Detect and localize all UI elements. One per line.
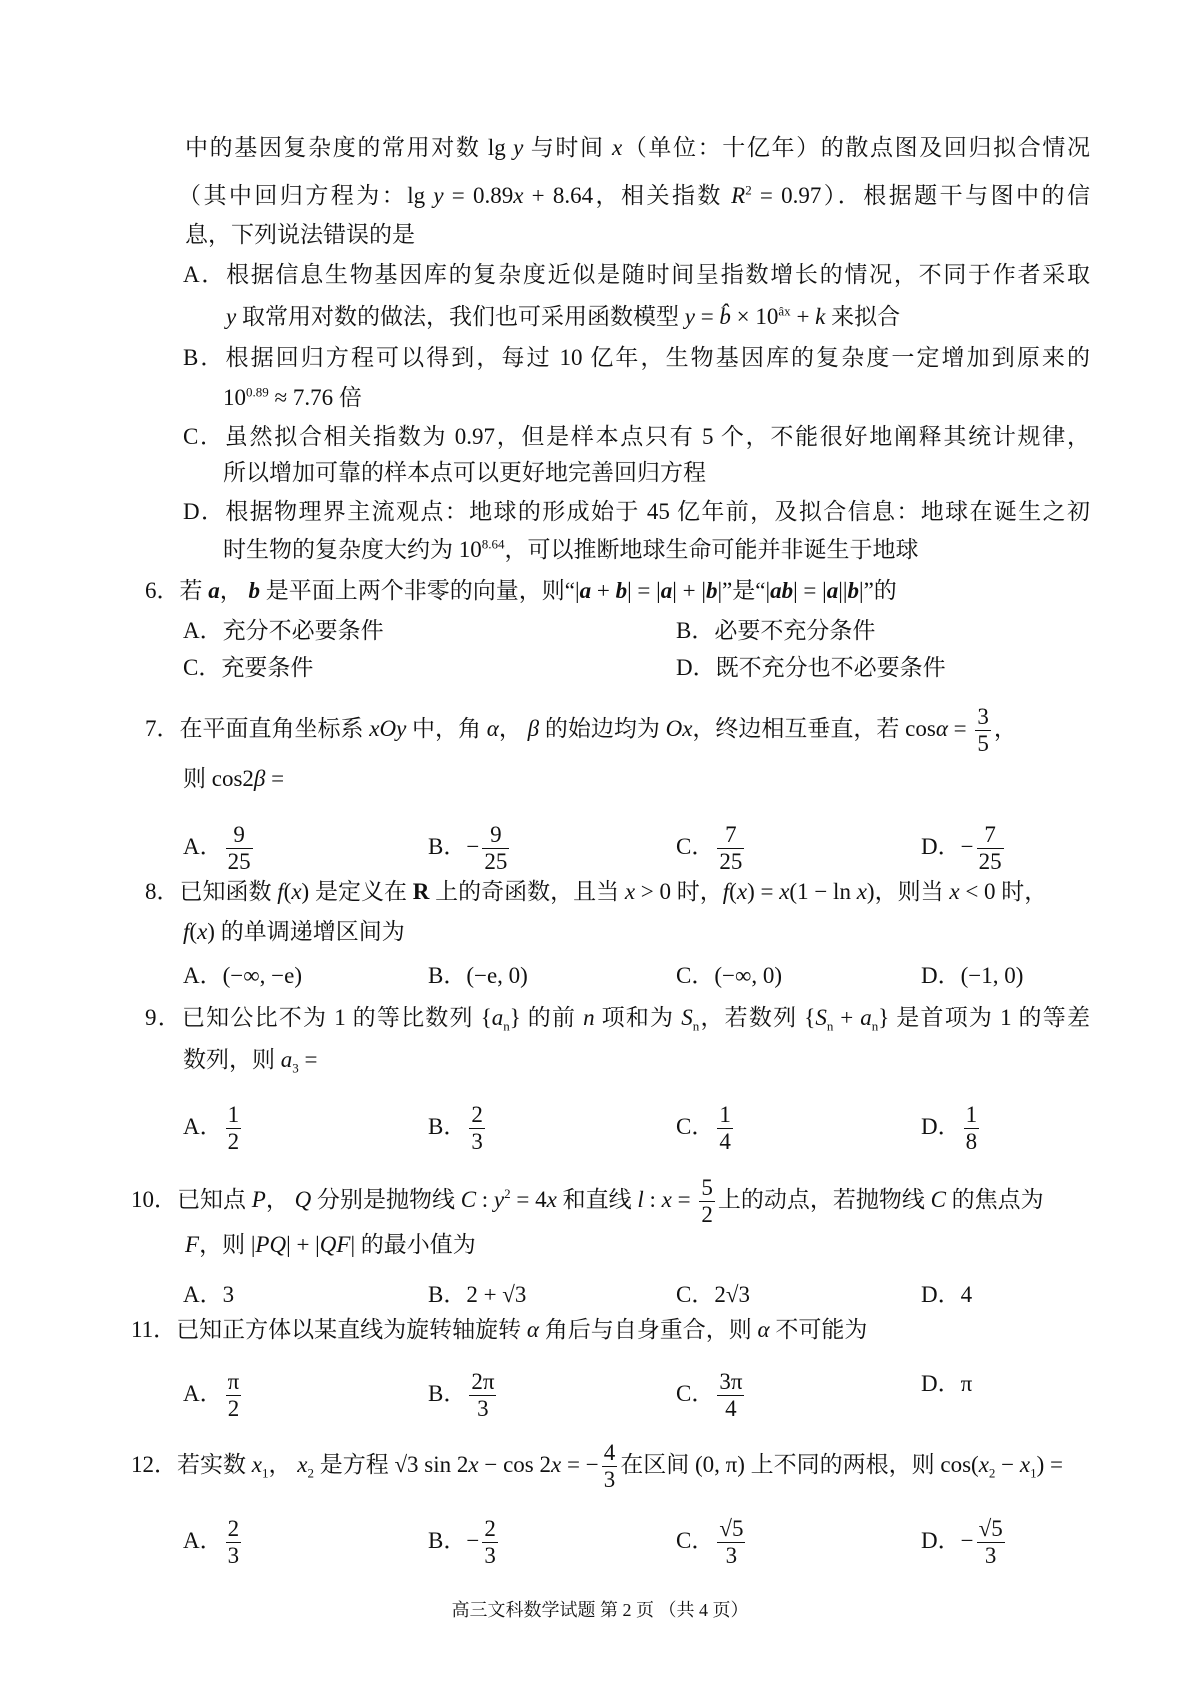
q11-option-a <box>183 1369 244 1422</box>
math-variable: β <box>253 766 266 791</box>
text-segment: B．2 + √3 <box>428 1282 527 1307</box>
fraction-denominator: 25 <box>719 849 743 874</box>
text-segment: ( <box>283 879 292 904</box>
text-segment: : <box>476 1186 494 1212</box>
fraction-denominator: 4 <box>719 1129 731 1154</box>
q8-option-d <box>921 961 1023 991</box>
text-segment: A．充分不必要条件 <box>183 618 384 643</box>
text-segment: B．(−e, 0) <box>428 963 528 988</box>
q11-option-d <box>921 1369 972 1399</box>
text-segment: 所以增加可靠的样本点可以更好地完善回归方程 <box>223 460 706 485</box>
q7-stem <box>145 704 1017 757</box>
text-segment: 息，下列说法错误的是 <box>185 222 415 247</box>
q5-stem-line-3 <box>185 220 415 250</box>
math-subscript: 3 <box>292 1060 299 1076</box>
text-segment: 在区间 (0, π) 上不同的两根，则 cos( <box>620 1451 979 1477</box>
fraction-numerator: √5 <box>719 1516 744 1541</box>
text-segment: > 0 时， <box>635 879 723 904</box>
math-fraction <box>975 704 991 757</box>
q10-option-d <box>921 1280 972 1310</box>
math-variable: x <box>297 1451 308 1477</box>
math-variable: y <box>493 1186 505 1212</box>
math-variable: α <box>486 715 499 741</box>
fraction-denominator: 3 <box>984 1543 997 1568</box>
text-segment: = <box>671 1186 697 1212</box>
math-vector: ab <box>770 578 794 603</box>
math-variable: x <box>291 879 302 904</box>
fraction-numerator: √5 <box>978 1516 1003 1541</box>
q11-option-b <box>428 1369 499 1422</box>
text-segment: C．(−∞, 0) <box>676 963 783 988</box>
math-vector: a <box>208 578 220 603</box>
math-variable: α <box>526 1317 539 1342</box>
text-segment: |”是“| <box>717 578 771 603</box>
math-subscript: 1 <box>261 1465 269 1481</box>
text-segment: C． <box>676 1380 715 1406</box>
math-variable: f <box>183 919 190 944</box>
q8-stem-cont <box>183 917 405 947</box>
math-superscript: âx <box>778 303 791 319</box>
text-segment: − <box>995 1451 1020 1477</box>
text-segment: D．根据物理界主流观点：地球的形成始于 45 亿年前，及拟合信息：地球在诞生之初 <box>183 499 1090 524</box>
math-variable: f <box>277 879 284 904</box>
page-footer: 高三文科数学试题 第 2 页 （共 4 页） <box>451 1600 749 1620</box>
fraction-denominator: 2 <box>227 1396 240 1421</box>
text-segment: ， <box>498 715 528 741</box>
fraction-denominator: 3 <box>471 1129 483 1154</box>
text-segment: | 的最小值为 <box>350 1232 476 1257</box>
text-segment: C． <box>676 1527 715 1553</box>
text-segment: ) 是定义在 <box>301 879 413 904</box>
text-segment: 和直线 <box>556 1186 638 1212</box>
q5-option-b-cont <box>223 383 362 413</box>
text-segment: 9．已知公比不为 1 的等比数列 { <box>145 1005 492 1030</box>
fraction-denominator: 25 <box>484 849 508 874</box>
q11-stem <box>131 1315 867 1345</box>
q6-stem <box>145 576 897 606</box>
math-variable: x <box>856 879 867 904</box>
math-variable: y <box>513 135 524 160</box>
math-variable: xOy <box>369 715 407 741</box>
text-segment: 10 <box>223 385 246 410</box>
math-subscript: n <box>503 1018 510 1034</box>
fraction-denominator: 3 <box>603 1467 616 1492</box>
q8-stem <box>145 877 1047 907</box>
text-segment: A． <box>183 1527 223 1553</box>
text-segment: } 的前 <box>509 1005 584 1030</box>
q6-option-b <box>676 616 875 646</box>
math-variable: C <box>930 1186 946 1212</box>
text-segment: ) 的单调递增区间为 <box>207 919 405 944</box>
text-segment: ) = <box>747 879 780 904</box>
math-variable: a <box>860 1005 872 1030</box>
q7-option-c <box>676 822 747 875</box>
fraction-numerator: 3 <box>977 704 989 729</box>
text-segment: 分别是抛物线 <box>311 1186 461 1212</box>
math-variable: x <box>546 1186 557 1212</box>
fraction-denominator: 3 <box>484 1543 496 1568</box>
text-segment: 上的动点，若抛物线 <box>717 1186 931 1212</box>
math-variable: x <box>251 1451 262 1477</box>
math-superscript: 0.89 <box>246 384 269 400</box>
text-segment: 12．若实数 <box>131 1451 252 1477</box>
math-vector: b <box>615 578 628 603</box>
math-variable: a <box>280 1047 293 1072</box>
math-variable: x <box>1019 1451 1031 1477</box>
fraction-numerator: 9 <box>482 822 509 849</box>
text-segment: | + | <box>286 1232 320 1257</box>
text-segment: (1 − ln <box>789 879 857 904</box>
math-fraction <box>699 1175 715 1228</box>
text-segment: 的始边均为 <box>539 715 666 741</box>
math-vector: b <box>705 578 718 603</box>
fraction-numerator: 7 <box>717 822 744 849</box>
math-variable: n <box>583 1005 595 1030</box>
text-segment: = 4 <box>510 1186 547 1212</box>
math-variable: β <box>527 715 540 741</box>
math-fraction <box>482 822 509 875</box>
math-set-symbol: R <box>412 879 430 904</box>
text-segment: （单位：十亿年）的散点图及回归拟合情况 <box>622 135 1091 160</box>
text-segment: 角后与自身重合，则 <box>538 1317 758 1342</box>
math-variable: P <box>251 1186 266 1212</box>
text-segment: 中，角 <box>406 715 487 741</box>
fraction-numerator: 2 <box>471 1102 483 1127</box>
text-segment: 7．在平面直角坐标系 <box>145 715 370 741</box>
text-segment: 上的奇函数，且当 <box>429 879 625 904</box>
text-segment: = <box>298 1047 318 1072</box>
math-variable: x <box>949 879 960 904</box>
fraction-numerator: 3π <box>719 1369 743 1394</box>
math-variable: x <box>551 1451 562 1477</box>
text-segment: 与时间 <box>523 135 612 160</box>
fraction-numerator: 4 <box>603 1440 616 1465</box>
q12-stem <box>131 1440 1063 1493</box>
text-segment: = <box>694 304 720 329</box>
q5-option-a-cont <box>226 302 900 332</box>
math-variable: y <box>433 183 444 208</box>
text-segment: D．4 <box>921 1282 973 1307</box>
text-segment: || <box>838 578 848 603</box>
math-variable: x <box>978 1451 989 1477</box>
q10-option-b <box>428 1280 526 1310</box>
math-subscript: n <box>692 1018 700 1034</box>
text-segment: + <box>591 578 616 603</box>
math-superscript: 2 <box>745 182 752 198</box>
math-fraction <box>977 822 1004 875</box>
text-segment: 是平面上两个非零的向量，则“| <box>260 578 580 603</box>
text-segment: 来拟合 <box>825 304 901 329</box>
fraction-denominator: 3 <box>725 1543 738 1568</box>
q9-stem <box>145 1003 1090 1033</box>
text-segment: C．虽然拟合相关指数为 0.97，但是样本点只有 5 个，不能很好地阐释其统计规律， <box>183 424 1090 449</box>
fraction-denominator: 2 <box>701 1202 713 1227</box>
q5-stem-line-2 <box>178 181 1090 211</box>
q10-stem-cont <box>185 1230 476 1260</box>
q9-option-d <box>921 1102 982 1155</box>
fraction-numerator: 2 <box>227 1516 240 1541</box>
q9-option-b <box>428 1102 488 1155</box>
math-vector: b <box>847 578 859 603</box>
math-vector: a <box>660 578 673 603</box>
math-variable: y <box>226 304 237 329</box>
q12-option-a <box>183 1516 244 1569</box>
math-subscript: 2 <box>988 1465 996 1481</box>
math-variable: y <box>684 304 695 329</box>
text-segment: + <box>833 1005 861 1030</box>
q7-stem-cont <box>183 764 284 794</box>
fraction-numerator: 9 <box>226 822 253 849</box>
math-variable: f <box>722 879 730 904</box>
fraction-denominator: 3 <box>227 1543 240 1568</box>
math-fraction <box>226 1369 242 1422</box>
math-variable: Ox <box>665 715 693 741</box>
q10-stem <box>131 1175 1044 1228</box>
math-fraction <box>717 1102 733 1155</box>
q6-option-c <box>183 653 313 683</box>
text-segment: B． <box>428 1113 467 1139</box>
text-segment: D．(−1, 0) <box>921 963 1024 988</box>
text-segment: B．必要不充分条件 <box>676 618 876 643</box>
text-segment: ( <box>189 919 198 944</box>
q10-option-c <box>676 1280 750 1310</box>
math-variable: C <box>460 1186 477 1212</box>
math-superscript: 2 <box>504 1186 511 1202</box>
q6-option-a <box>183 616 384 646</box>
q5-option-d <box>183 497 1090 527</box>
q11-option-c <box>676 1369 747 1422</box>
math-variable: α <box>935 715 948 741</box>
text-segment: B．− <box>428 833 480 859</box>
text-segment: 不可能为 <box>769 1317 868 1342</box>
fraction-numerator: 5 <box>701 1175 713 1200</box>
q5-stem-line-1 <box>185 133 1090 163</box>
q9-option-c <box>676 1102 736 1155</box>
text-segment: D．π <box>921 1371 973 1396</box>
text-segment: } 是首项为 1 的等差 <box>878 1005 1090 1030</box>
q12-option-c <box>676 1516 748 1569</box>
text-segment: D．− <box>921 1527 974 1553</box>
text-segment: × 10 <box>730 304 779 329</box>
text-segment: B．根据回归方程可以得到，每过 10 亿年，生物基因库的复杂度一定增加到原来的 <box>183 345 1090 370</box>
fraction-denominator: 3 <box>477 1396 489 1421</box>
q8-option-c <box>676 961 782 991</box>
q9-option-a <box>183 1102 244 1155</box>
text-segment: C． <box>676 1113 715 1139</box>
math-fraction <box>226 822 253 875</box>
text-segment: : <box>643 1186 662 1212</box>
math-variable: F <box>185 1232 200 1257</box>
q12-option-d <box>921 1516 1008 1569</box>
fraction-numerator: 1 <box>719 1102 731 1127</box>
math-variable: QF <box>319 1232 351 1257</box>
q5-option-c-cont <box>223 458 706 488</box>
text-segment: ，终边相互垂直，若 cos <box>692 715 936 741</box>
text-segment: 中的基因复杂度的常用对数 lg <box>185 135 514 160</box>
text-segment: ，则 | <box>199 1232 256 1257</box>
math-fraction <box>717 1369 744 1422</box>
math-fraction <box>964 1102 980 1155</box>
fraction-denominator: 4 <box>725 1396 737 1421</box>
text-segment: 取常用对数的做法，我们也可采用函数模型 <box>236 304 685 329</box>
math-vector: a <box>826 578 839 603</box>
math-subscript: n <box>871 1018 879 1034</box>
fraction-denominator: 25 <box>227 849 251 874</box>
math-variable: R <box>731 183 746 208</box>
text-segment: < 0 时， <box>959 879 1048 904</box>
fraction-denominator: 5 <box>977 731 989 756</box>
q7-option-b <box>428 822 512 875</box>
text-segment: C．充要条件 <box>183 655 314 680</box>
text-segment: 数列，则 <box>183 1047 281 1072</box>
math-fraction <box>482 1516 498 1569</box>
text-segment: A．根据信息生物基因库的复杂度近似是随时间呈指数增长的情况，不同于作者采取 <box>183 262 1090 287</box>
math-variable: PQ <box>255 1232 287 1257</box>
text-segment: 的焦点为 <box>945 1186 1044 1212</box>
math-variable: S <box>815 1005 827 1030</box>
math-variable: x <box>513 183 524 208</box>
math-variable: Q <box>294 1186 312 1212</box>
q5-option-a <box>183 260 1090 290</box>
text-segment: D．既不充分也不必要条件 <box>676 655 946 680</box>
math-subscript: n <box>826 1018 834 1034</box>
math-variable: x <box>661 1186 672 1212</box>
math-variable: x <box>736 879 748 904</box>
math-vector: b <box>248 578 260 603</box>
text-segment: A． <box>183 1113 223 1139</box>
math-variable: k <box>815 304 826 329</box>
text-segment: | = | <box>627 578 661 603</box>
q5-option-c <box>183 422 1090 452</box>
text-segment: A．3 <box>183 1282 235 1307</box>
text-segment: B． <box>428 1380 467 1406</box>
fraction-numerator: 7 <box>977 822 1004 849</box>
text-segment: ， <box>268 1451 298 1477</box>
text-segment: C． <box>676 833 715 859</box>
fraction-numerator: 2 <box>484 1516 496 1541</box>
math-variable: x <box>624 879 636 904</box>
text-segment: = <box>265 766 285 791</box>
text-segment: 是方程 √3 sin 2 <box>313 1451 469 1477</box>
q8-option-a <box>183 961 302 991</box>
text-segment: = 0.89 <box>443 183 514 208</box>
text-segment: ， <box>265 1186 295 1212</box>
math-variable: l <box>637 1186 644 1212</box>
math-variable: a <box>491 1005 504 1030</box>
q7-option-a <box>183 822 256 875</box>
math-fraction <box>717 822 744 875</box>
q5-option-d-cont <box>223 535 919 565</box>
math-fraction <box>469 1102 485 1155</box>
math-fraction <box>602 1440 618 1493</box>
fraction-denominator: 8 <box>965 1129 978 1154</box>
text-segment: 项和为 <box>594 1005 682 1030</box>
text-segment: |”的 <box>858 578 897 603</box>
text-segment: A． <box>183 1380 223 1406</box>
text-segment: | + | <box>672 578 706 603</box>
math-fraction <box>717 1516 745 1569</box>
text-segment: + <box>790 304 816 329</box>
math-variable: α <box>757 1317 770 1342</box>
math-fraction <box>226 1102 242 1155</box>
text-segment: D．− <box>921 833 974 859</box>
text-segment: ， <box>219 578 249 603</box>
math-vector: a <box>579 578 592 603</box>
math-variable: x <box>197 919 208 944</box>
text-segment: ，若数列 { <box>699 1005 816 1030</box>
fraction-denominator: 25 <box>978 849 1002 874</box>
math-fraction <box>226 1516 242 1569</box>
math-fraction <box>469 1369 496 1422</box>
text-segment: )，则当 <box>866 879 950 904</box>
fraction-numerator: 2π <box>471 1369 495 1394</box>
text-segment: B．− <box>428 1527 480 1553</box>
q10-option-a <box>183 1280 234 1310</box>
q5-option-b <box>183 343 1090 373</box>
text-segment: C．2√3 <box>676 1282 750 1307</box>
text-segment: | = | <box>793 578 827 603</box>
q7-option-d <box>921 822 1007 875</box>
text-segment: A． <box>183 833 223 859</box>
math-variable: x <box>779 879 790 904</box>
text-segment: 则 cos2 <box>183 766 254 791</box>
text-segment: D． <box>921 1113 961 1139</box>
text-segment: 8．已知函数 <box>145 879 278 904</box>
text-segment: + 8.64，相关指数 <box>523 183 732 208</box>
text-segment: 11．已知正方体以某直线为旋转轴旋转 <box>131 1317 527 1342</box>
q12-option-b <box>428 1516 501 1569</box>
q6-option-d <box>676 653 946 683</box>
math-variable: x <box>611 135 623 160</box>
fraction-numerator: 1 <box>227 1102 240 1127</box>
math-subscript: 1 <box>1030 1465 1037 1481</box>
fraction-numerator: 1 <box>965 1102 978 1127</box>
math-variable: S <box>681 1005 693 1030</box>
text-segment: A．(−∞, −e) <box>183 963 302 988</box>
text-segment: 时生物的复杂度大约为 10 <box>223 537 482 562</box>
text-segment: 10．已知点 <box>131 1186 252 1212</box>
text-segment: − cos 2 <box>478 1451 552 1477</box>
math-variable: x <box>468 1451 479 1477</box>
fraction-denominator: 2 <box>227 1129 240 1154</box>
text-segment: = − <box>561 1451 599 1477</box>
text-segment: ， <box>993 715 1017 741</box>
q9-stem-cont <box>183 1045 317 1075</box>
q8-option-b <box>428 961 528 991</box>
math-fraction <box>977 1516 1005 1569</box>
text-segment: 6．若 <box>145 578 209 603</box>
text-segment: = <box>947 715 973 741</box>
text-segment: ( <box>729 879 737 904</box>
math-subscript: 2 <box>307 1465 314 1481</box>
text-segment: = 0.97）．根据题干与图中的信 <box>751 183 1090 208</box>
fraction-numerator: π <box>227 1369 240 1394</box>
math-superscript: 8.64 <box>481 536 505 552</box>
math-variable: b̂ <box>719 304 731 329</box>
text-segment: ) = <box>1036 1451 1063 1477</box>
text-segment: ，可以推断地球生命可能并非诞生于地球 <box>504 537 919 562</box>
text-segment: ≈ 7.76 倍 <box>268 385 362 410</box>
text-segment: （其中回归方程为：lg <box>178 183 434 208</box>
